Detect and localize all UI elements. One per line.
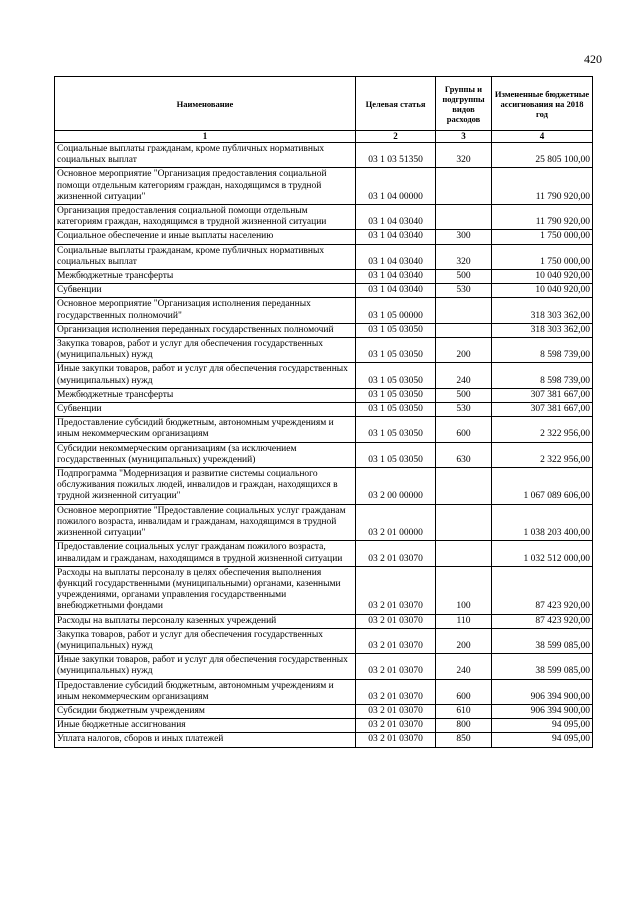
column-number-row <box>55 131 593 143</box>
row-amount: 2 322 956,00 <box>492 417 593 442</box>
row-name: Закупка товаров, работ и услуг для обеспечения государственных (муниципальных) нужд <box>55 338 356 363</box>
row-target-article: 03 1 04 03040 <box>356 284 436 298</box>
row-name: Субсидии бюджетным учреждениям <box>55 704 356 718</box>
row-name: Основное мероприятие "Предоставление социальных услуг гражданам пожилого возраста, инвалидам и гражданам, находящимся в трудной жизненной ситуации" <box>55 504 356 541</box>
row-target-article: 03 1 04 03040 <box>356 270 436 284</box>
row-target-article: 03 2 01 03070 <box>356 719 436 733</box>
row-amount: 1 750 000,00 <box>492 230 593 244</box>
row-expense-group <box>436 504 492 541</box>
row-name: Предоставление субсидий бюджетным, автономным учреждениям и иным некоммерческим организациям <box>55 417 356 442</box>
table-row <box>55 270 593 284</box>
row-expense-group: 850 <box>436 733 492 747</box>
row-expense-group: 530 <box>436 284 492 298</box>
table-row <box>55 323 593 337</box>
row-name: Уплата налогов, сборов и иных платежей <box>55 733 356 747</box>
column-number: 2 <box>356 131 436 143</box>
row-expense-group: 200 <box>436 338 492 363</box>
row-target-article: 03 2 01 03070 <box>356 733 436 747</box>
row-expense-group: 240 <box>436 363 492 388</box>
row-expense-group: 320 <box>436 244 492 269</box>
row-target-article: 03 1 04 03040 <box>356 205 436 230</box>
row-amount: 87 423 920,00 <box>492 566 593 614</box>
row-expense-group: 610 <box>436 704 492 718</box>
row-target-article: 03 2 01 03070 <box>356 704 436 718</box>
row-amount: 1 032 512 000,00 <box>492 541 593 566</box>
row-amount: 906 394 900,00 <box>492 704 593 718</box>
row-expense-group: 600 <box>436 417 492 442</box>
row-name: Основное мероприятие "Организация предоставления социальной помощи отдельным категориям граждан, находящимся в трудной жизненной ситуации" <box>55 168 356 205</box>
row-name: Социальное обеспечение и иные выплаты населению <box>55 230 356 244</box>
row-name: Основное мероприятие "Организация исполнения переданных государственных полномочий" <box>55 298 356 323</box>
table-row <box>55 168 593 205</box>
row-expense-group: 500 <box>436 388 492 402</box>
table-row <box>55 733 593 747</box>
budget-table <box>54 76 593 748</box>
table-row <box>55 704 593 718</box>
row-expense-group <box>436 468 492 505</box>
row-target-article: 03 1 04 00000 <box>356 168 436 205</box>
row-amount: 87 423 920,00 <box>492 614 593 628</box>
table-row <box>55 541 593 566</box>
row-amount: 906 394 900,00 <box>492 679 593 704</box>
row-expense-group <box>436 205 492 230</box>
row-expense-group: 600 <box>436 679 492 704</box>
column-number: 1 <box>55 131 356 143</box>
table-row <box>55 363 593 388</box>
row-name: Организация исполнения переданных государственных полномочий <box>55 323 356 337</box>
table-row <box>55 628 593 653</box>
table-row <box>55 442 593 467</box>
row-target-article: 03 1 05 03050 <box>356 363 436 388</box>
row-target-article: 03 1 05 03050 <box>356 388 436 402</box>
table-row <box>55 205 593 230</box>
row-target-article: 03 1 05 03050 <box>356 403 436 417</box>
row-name: Субвенции <box>55 403 356 417</box>
row-name: Предоставление субсидий бюджетным, автономным учреждениям и иным некоммерческим организациям <box>55 679 356 704</box>
table-row <box>55 679 593 704</box>
row-amount: 94 095,00 <box>492 733 593 747</box>
row-amount: 11 790 920,00 <box>492 168 593 205</box>
row-name: Субсидии некоммерческим организациям (за исключением государственных (муниципальных) учреждений) <box>55 442 356 467</box>
row-name: Расходы на выплаты персоналу в целях обеспечения выполнения функций государственными (муниципальными) органами, казенными учреждениями, органами управления государственными внебюджетными фондами <box>55 566 356 614</box>
row-name: Предоставление социальных услуг гражданам пожилого возраста, инвалидам и гражданам, находящимся в трудной жизненной ситуации <box>55 541 356 566</box>
row-target-article: 03 2 01 03070 <box>356 566 436 614</box>
row-target-article: 03 2 01 03070 <box>356 654 436 679</box>
table-row <box>55 244 593 269</box>
row-amount: 11 790 920,00 <box>492 205 593 230</box>
row-amount: 10 040 920,00 <box>492 270 593 284</box>
table-row <box>55 719 593 733</box>
header-group: Группы и подгруппы видов расходов <box>436 77 492 131</box>
row-amount: 1 067 089 606,00 <box>492 468 593 505</box>
row-name: Организация предоставления социальной помощи отдельным категориям граждан, находящимся в трудной жизненной ситуации <box>55 205 356 230</box>
row-expense-group <box>436 541 492 566</box>
row-amount: 38 599 085,00 <box>492 628 593 653</box>
row-amount: 25 805 100,00 <box>492 143 593 168</box>
header-article: Целевая статья <box>356 77 436 131</box>
row-name: Межбюджетные трансферты <box>55 388 356 402</box>
row-amount: 1 750 000,00 <box>492 244 593 269</box>
row-target-article: 03 2 01 03070 <box>356 679 436 704</box>
row-amount: 8 598 739,00 <box>492 338 593 363</box>
row-amount: 1 038 203 400,00 <box>492 504 593 541</box>
page-number: 420 <box>584 52 602 66</box>
table-row <box>55 417 593 442</box>
row-target-article: 03 1 05 03050 <box>356 442 436 467</box>
row-expense-group <box>436 168 492 205</box>
table-body <box>55 143 593 748</box>
row-expense-group: 630 <box>436 442 492 467</box>
row-target-article: 03 1 05 00000 <box>356 298 436 323</box>
row-target-article: 03 2 01 00000 <box>356 504 436 541</box>
row-amount: 307 381 667,00 <box>492 403 593 417</box>
table-header <box>55 77 593 143</box>
row-name: Иные закупки товаров, работ и услуг для обеспечения государственных (муниципальных) нужд <box>55 363 356 388</box>
row-amount: 318 303 362,00 <box>492 298 593 323</box>
column-number: 4 <box>492 131 593 143</box>
row-target-article: 03 1 04 03040 <box>356 244 436 269</box>
row-target-article: 03 1 05 03050 <box>356 417 436 442</box>
table-row <box>55 388 593 402</box>
table-row <box>55 566 593 614</box>
row-target-article: 03 1 05 03050 <box>356 323 436 337</box>
row-name: Межбюджетные трансферты <box>55 270 356 284</box>
row-target-article: 03 1 05 03050 <box>356 338 436 363</box>
row-target-article: 03 2 01 03070 <box>356 614 436 628</box>
row-amount: 10 040 920,00 <box>492 284 593 298</box>
row-amount: 94 095,00 <box>492 719 593 733</box>
row-name: Социальные выплаты гражданам, кроме публичных нормативных социальных выплат <box>55 143 356 168</box>
table-row <box>55 230 593 244</box>
row-amount: 8 598 739,00 <box>492 363 593 388</box>
table-row <box>55 298 593 323</box>
row-amount: 307 381 667,00 <box>492 388 593 402</box>
table-row <box>55 468 593 505</box>
column-number: 3 <box>436 131 492 143</box>
row-name: Подпрограмма "Модернизация и развитие системы социального обслуживания пожилых людей, инвалидов и граждан, находящихся в трудной жизненной ситуации" <box>55 468 356 505</box>
table-row <box>55 403 593 417</box>
row-name: Расходы на выплаты персоналу казенных учреждений <box>55 614 356 628</box>
row-expense-group: 300 <box>436 230 492 244</box>
row-expense-group: 110 <box>436 614 492 628</box>
row-expense-group <box>436 298 492 323</box>
row-target-article: 03 2 01 03070 <box>356 628 436 653</box>
row-expense-group: 320 <box>436 143 492 168</box>
row-target-article: 03 2 01 03070 <box>356 541 436 566</box>
table-row <box>55 284 593 298</box>
table-row <box>55 614 593 628</box>
row-expense-group: 530 <box>436 403 492 417</box>
header-amount: Измененные бюджетные ассигнования на 2018 год <box>492 77 593 131</box>
row-amount: 318 303 362,00 <box>492 323 593 337</box>
table-row <box>55 338 593 363</box>
row-expense-group: 500 <box>436 270 492 284</box>
row-target-article: 03 2 00 00000 <box>356 468 436 505</box>
row-name: Иные бюджетные ассигнования <box>55 719 356 733</box>
row-name: Социальные выплаты гражданам, кроме публичных нормативных социальных выплат <box>55 244 356 269</box>
row-expense-group: 240 <box>436 654 492 679</box>
row-expense-group <box>436 323 492 337</box>
header-name: Наименование <box>55 77 356 131</box>
row-expense-group: 800 <box>436 719 492 733</box>
row-name: Субвенции <box>55 284 356 298</box>
row-expense-group: 100 <box>436 566 492 614</box>
row-amount: 2 322 956,00 <box>492 442 593 467</box>
table-row <box>55 143 593 168</box>
row-amount: 38 599 085,00 <box>492 654 593 679</box>
row-name: Закупка товаров, работ и услуг для обеспечения государственных (муниципальных) нужд <box>55 628 356 653</box>
row-name: Иные закупки товаров, работ и услуг для обеспечения государственных (муниципальных) нужд <box>55 654 356 679</box>
table-row <box>55 504 593 541</box>
row-target-article: 03 1 03 51350 <box>356 143 436 168</box>
row-target-article: 03 1 04 03040 <box>356 230 436 244</box>
row-expense-group: 200 <box>436 628 492 653</box>
table-row <box>55 654 593 679</box>
